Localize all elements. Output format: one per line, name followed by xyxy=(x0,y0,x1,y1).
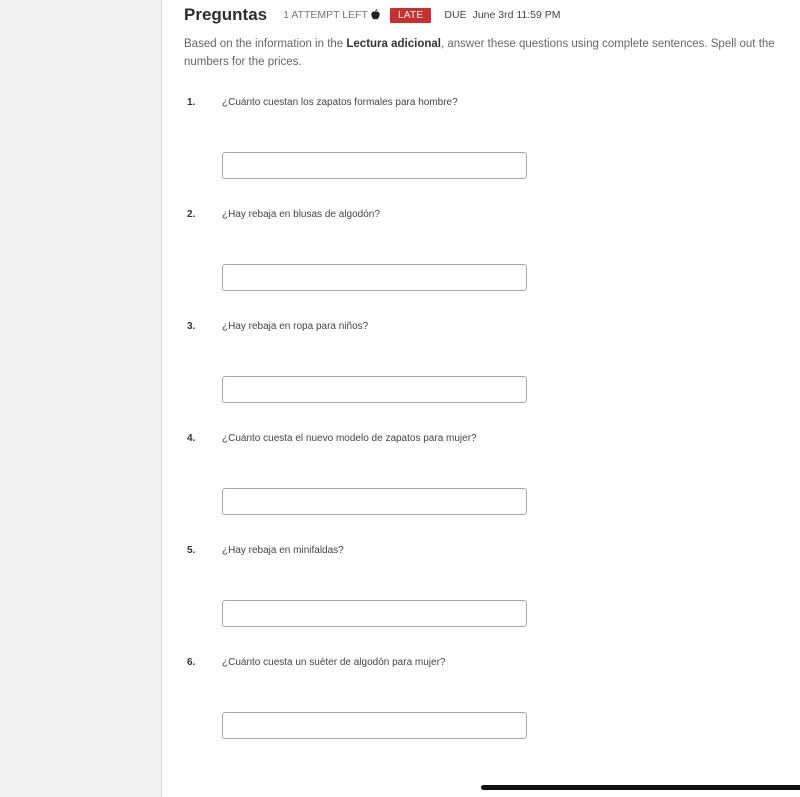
instructions-text-end: , answer these questions using complete sentences. Spell out the numbers for the prices. xyxy=(184,38,775,68)
answer-input-5[interactable] xyxy=(222,600,527,627)
question-number: 3. xyxy=(187,321,196,332)
main-content xyxy=(162,0,800,797)
question-number: 6. xyxy=(187,657,196,668)
page-title: Preguntas xyxy=(184,5,268,24)
reading-reference: Lectura adicional xyxy=(346,38,441,50)
question-text: ¿Cuánto cuesta el nuevo modelo de zapatos para mujer? xyxy=(222,433,477,444)
question-number: 5. xyxy=(187,545,196,556)
question-text: ¿Hay rebaja en blusas de algodón? xyxy=(222,209,380,220)
left-sidebar xyxy=(0,0,162,797)
question-number: 4. xyxy=(187,433,196,444)
apple-icon xyxy=(370,9,381,20)
question-number: 1. xyxy=(187,97,196,108)
answer-input-3[interactable] xyxy=(222,376,527,403)
due-label: DUE xyxy=(444,9,467,21)
answer-input-1[interactable] xyxy=(222,152,527,179)
due-date xyxy=(444,9,560,21)
answer-input-6[interactable] xyxy=(222,712,527,739)
question-number: 2. xyxy=(187,209,196,220)
answer-input-2[interactable] xyxy=(222,264,527,291)
late-badge: LATE xyxy=(390,8,431,23)
attempts-label: 1 ATTEMPT LEFT xyxy=(283,9,368,21)
instructions xyxy=(184,35,784,71)
question-text: ¿Hay rebaja en minifaldas? xyxy=(222,545,344,556)
due-date-value: June 3rd 11:59 PM xyxy=(472,9,561,21)
attempts-left xyxy=(283,9,381,21)
assignment-header xyxy=(184,5,561,25)
question-text: ¿Cuánto cuesta un suéter de algodón para mujer? xyxy=(222,657,446,668)
question-text: ¿Hay rebaja en ropa para niños? xyxy=(222,321,369,332)
home-indicator-bar[interactable] xyxy=(481,785,800,790)
question-text: ¿Cuánto cuestan los zapatos formales para hombre? xyxy=(222,97,458,108)
answer-input-4[interactable] xyxy=(222,488,527,515)
instructions-text: Based on the information in the xyxy=(184,38,347,50)
